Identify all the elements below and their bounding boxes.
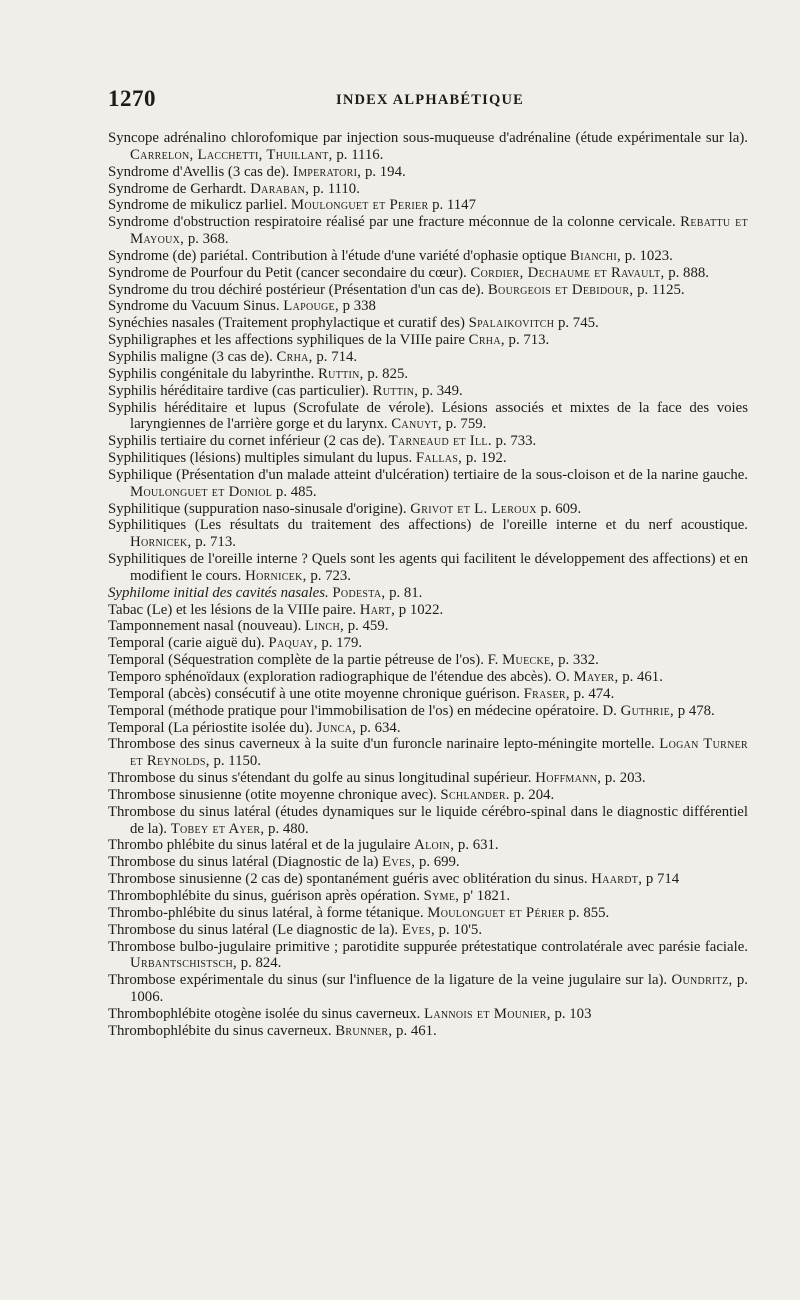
entry-authors: Grivot et L. Leroux (410, 500, 537, 517)
index-entry (108, 770, 748, 787)
entry-authors: Muecke, (502, 652, 555, 669)
entry-page-ref: p. 194. (364, 163, 406, 180)
entry-title: Temporal (méthode pratique pour l'immobilisation de l'os) en médecine opératoire. D. (108, 702, 617, 719)
entry-authors: Guthrie, (620, 702, 675, 719)
index-entry (108, 905, 748, 922)
index-entry (108, 517, 748, 551)
entry-authors: Daraban, (250, 180, 310, 197)
index-entry (108, 332, 748, 349)
page-number: 1270 (108, 86, 156, 111)
index-entry (108, 854, 748, 871)
entry-authors: Fraser, (523, 685, 570, 702)
entry-page-ref: p. 349. (421, 382, 463, 399)
entry-authors: Hornicek, (130, 534, 192, 551)
entry-authors: Hornicek, (245, 567, 307, 584)
index-entry (108, 972, 748, 1006)
entry-title: Thrombose du sinus latéral (Le diagnostic de la). (108, 921, 399, 938)
entry-title: Thrombose sinusienne (otite moyenne chronique avec). (108, 786, 437, 803)
entry-authors: Rebattu et Mayoux, (130, 214, 748, 248)
entry-title: Thrombophlébite du sinus, guérison après opération. (108, 887, 420, 904)
entry-title: Syphilitique (suppuration naso-sinusale d'origine). (108, 500, 407, 517)
index-entry (108, 585, 748, 602)
entry-title: Syndrome d'Avellis (3 cas de). (108, 163, 290, 180)
entry-page-ref: p. 888. (668, 264, 709, 281)
entry-authors: Cordier, Dechaume et Ravault, (470, 264, 665, 281)
entry-page-ref: p. 699. (418, 854, 460, 871)
index-entry (108, 265, 748, 282)
index-entry (108, 400, 748, 434)
index-entry (108, 888, 748, 905)
index-entry (108, 787, 748, 804)
entry-title: Thrombose expérimentale du sinus (sur l'influence de la ligature de la veine jugulaire sur la). (108, 972, 668, 989)
entry-authors: Bianchi, (570, 247, 622, 264)
entry-title: Syphilique (Présentation d'un malade atteint d'ulcération) tertiaire de la sous-cloison et de la narine gauche. (108, 466, 748, 483)
entry-authors: Spalaikovitch (468, 315, 555, 332)
entry-page-ref: p. 631. (457, 837, 499, 854)
entry-page-ref: p. 1023. (624, 247, 673, 264)
entry-title: Syndrome du Vacuum Sinus. (108, 298, 280, 315)
entry-authors: Schlander. (440, 786, 510, 803)
entry-page-ref: p. 714. (316, 348, 358, 365)
entry-authors: Canuyt, (391, 416, 442, 433)
entry-page-ref: p 1022. (398, 601, 444, 618)
entry-page-ref: p' 1821. (462, 887, 511, 904)
entry-title: Tabac (Le) et les lésions de la VIIIe paire. (108, 601, 357, 618)
entry-page-ref: p. 461. (396, 1022, 437, 1039)
entry-authors: Eves, (382, 854, 416, 871)
entry-title: Syndrome de Pourfour du Petit (cancer secondaire du cœur). (108, 264, 467, 281)
entry-title: Syndrome de Gerhardt. (108, 180, 247, 197)
entry-title: Synéchies nasales (Traitement prophylactique et curatif des) (108, 315, 465, 332)
index-entry (108, 686, 748, 703)
index-entry (108, 349, 748, 366)
index-entry (108, 450, 748, 467)
entry-authors: Paquay, (268, 635, 318, 652)
index-entry (108, 871, 748, 888)
entry-page-ref: p. 81. (389, 584, 423, 601)
entry-title: Thrombose des sinus caverneux à la suite d'un furoncle narinaire lepto-méningite mortelle. (108, 736, 655, 753)
entry-page-ref: p. 824. (240, 955, 282, 972)
entry-title: Syphilis héréditaire tardive (cas particulier). (108, 382, 369, 399)
entry-authors: Carrelon, Lacchetti, Thuillant, (130, 146, 333, 163)
entry-title: Syphilis congénitale du labyrinthe. (108, 365, 315, 382)
entry-authors: Brunner, (335, 1022, 393, 1039)
index-entry (108, 939, 748, 973)
entry-title: Syphilome initial des cavités nasales. (108, 584, 329, 601)
entry-title: Thrombophlébite du sinus caverneux. (108, 1022, 332, 1039)
index-entry (108, 248, 748, 265)
entry-authors: Imperatori, (292, 163, 362, 180)
index-entry (108, 837, 748, 854)
entry-title: Temporal (abcès) consécutif à une otite moyenne chronique guérison. (108, 685, 520, 702)
entry-authors: Haardt, (591, 871, 643, 888)
running-title: INDEX ALPHABÉTIQUE (336, 92, 524, 108)
entry-page-ref: p. 1110. (312, 180, 360, 197)
entry-authors: Crha, (468, 332, 505, 349)
entry-page-ref: p. 1006. (130, 972, 748, 1006)
entry-authors: Aloin, (414, 837, 455, 854)
entry-title: Syphiligraphes et les affections syphiliques de la VIIIe paire (108, 332, 465, 349)
entry-title: Syphilis héréditaire et lupus (Scrofulate de vérole). Lésions associés et mixtes de la face des voies laryngiennes de l'arrière gorge et du larynx. (108, 399, 748, 433)
entry-page-ref: p. 713. (195, 534, 236, 551)
index-entry (108, 130, 748, 164)
entry-page-ref: p. 609. (540, 500, 582, 517)
entry-page-ref: p 714 (645, 871, 680, 888)
index-entry (108, 804, 748, 838)
entry-authors: Ruttin, (318, 365, 364, 382)
entry-page-ref: p. 10'5. (438, 921, 483, 938)
entry-page-ref: p. 459. (347, 618, 389, 635)
entry-authors: Crha, (276, 348, 313, 365)
index-entry (108, 703, 748, 720)
entry-authors: Tobey et Ayer, (170, 820, 265, 837)
index-entry (108, 1023, 748, 1040)
index-entry (108, 669, 748, 686)
index-entry (108, 197, 748, 214)
entry-authors: Fallas, (415, 450, 463, 467)
entry-page-ref: p. 723. (310, 567, 352, 584)
entry-page-ref: p. 713. (508, 332, 550, 349)
entry-page-ref: p. 204. (513, 786, 555, 803)
page-header (108, 86, 718, 112)
index-entry (108, 501, 748, 518)
entry-page-ref: p. 634. (359, 719, 401, 736)
entry-authors: Bourgeois et Debidour, (487, 281, 634, 298)
entry-page-ref: p. 1125. (637, 281, 685, 298)
index-entry (108, 298, 748, 315)
entry-page-ref: p. 203. (604, 770, 646, 787)
entry-title: Thrombose du sinus latéral (études dynamiques sur le liquide cérébro-spinal dans le diagnostic différentiel de la). (108, 803, 748, 837)
entry-authors: Linch, (305, 618, 345, 635)
entry-authors: Moulonguet et Périer (427, 904, 565, 921)
entry-page-ref: p. 1116. (336, 146, 384, 163)
index-entry (108, 164, 748, 181)
entry-title: Temporal (carie aiguë du). (108, 635, 265, 652)
entry-title: Thrombophlébite otogène isolée du sinus caverneux. (108, 1005, 421, 1022)
index-entry (108, 467, 748, 501)
entry-title: Syndrome d'obstruction respiratoire réalisé par une fracture méconnue de la colonne cervicale. (108, 214, 676, 231)
entry-page-ref: p. 192. (465, 450, 507, 467)
entry-authors: Urbantschistsch, (130, 955, 237, 972)
index-entry (108, 315, 748, 332)
entry-title: Syphilitiques (lésions) multiples simulant du lupus. (108, 450, 413, 467)
entry-title: Syndrome du trou déchiré postérieur (Présentation d'un cas de). (108, 281, 485, 298)
entry-page-ref: p 478. (677, 702, 715, 719)
index-entry (108, 736, 748, 770)
index-entry (108, 618, 748, 635)
entry-page-ref: p. 474. (573, 685, 615, 702)
entry-page-ref: p. 103 (554, 1005, 592, 1022)
entry-authors: Oundritz, (671, 972, 733, 989)
index-entry (108, 652, 748, 669)
entry-authors: Hoffmann, (535, 770, 602, 787)
index-entry (108, 181, 748, 198)
index-entry (108, 383, 748, 400)
entry-authors: Moulonguet et Perier (290, 197, 429, 214)
entry-title: Tamponnement nasal (nouveau). (108, 618, 302, 635)
entry-title: Temporal (Séquestration complète de la partie pétreuse de l'os). F. (108, 652, 499, 669)
entry-page-ref: p. 332. (558, 652, 599, 669)
index-entry (108, 720, 748, 737)
entry-title: Temporo sphénoïdaux (exploration radiographique de l'étendue des abcès). O. (108, 669, 570, 685)
entry-title: Thrombose du sinus s'étendant du golfe au sinus longitudinal supérieur. (108, 770, 532, 787)
entry-authors: Syme, (423, 887, 460, 904)
entry-title: Syphilis maligne (3 cas de). (108, 348, 273, 365)
entry-page-ref: p. 1150. (213, 753, 261, 770)
entry-page-ref: p. 733. (495, 433, 537, 450)
index-entry (108, 282, 748, 299)
entry-page-ref: p. 759. (445, 416, 487, 433)
entry-authors: Lannois et Mounier, (424, 1005, 551, 1022)
entry-page-ref: p. 825. (367, 365, 409, 382)
entry-title: Syndrome (de) pariétal. Contribution à l'étude d'une variété d'ophasie optique (108, 247, 567, 264)
index-entry (108, 1006, 748, 1023)
entry-title: Syphilitiques de l'oreille interne ? Quels sont les agents qui facilitent le développement des affections) et en modifient le cours. (108, 551, 748, 584)
index-entry (108, 433, 748, 450)
entry-authors: Hart, (359, 601, 396, 618)
entry-page-ref: p. 855. (568, 904, 610, 921)
entry-authors: Lapouge, (283, 298, 339, 315)
entry-title: Thrombo-phlébite du sinus latéral, à forme tétanique. (108, 904, 424, 921)
entry-title: Temporal (La périostite isolée du). (108, 719, 313, 736)
entry-authors: Eves, (401, 921, 435, 938)
entry-title: Thrombose sinusienne (2 cas de) spontanément guéris avec oblitération du sinus. (108, 871, 588, 888)
entry-title: Syndrome de mikulicz parliel. (108, 197, 288, 214)
index-entry (108, 551, 748, 585)
entry-page-ref: p. 1147 (432, 197, 476, 214)
index-entry (108, 214, 748, 248)
entry-page-ref: p. 480. (268, 820, 309, 837)
entry-authors: Podesta, (332, 584, 386, 601)
index-entries (108, 130, 748, 1040)
entry-title: Thrombose bulbo-jugulaire primitive ; parotidite suppurée prétestatique controlatérale avec parésie faciale. (108, 938, 748, 955)
entry-page-ref: p. 179. (321, 635, 363, 652)
index-entry (108, 366, 748, 383)
entry-page-ref: p. 368. (187, 231, 229, 248)
entry-authors: Tarneaud et Ill. (388, 433, 492, 450)
entry-page-ref: p. 745. (558, 315, 599, 332)
entry-authors: Moulonguet et Doniol (130, 483, 273, 500)
entry-authors: Logan Turner et Reynolds, (130, 736, 748, 770)
index-entry (108, 922, 748, 939)
entry-title: Thrombose du sinus latéral (Diagnostic de la) (108, 854, 379, 871)
entry-authors: Mayer, (573, 669, 619, 685)
index-entry (108, 635, 748, 652)
entry-title: Syphilis tertiaire du cornet inférieur (2 cas de). (108, 433, 385, 450)
entry-page-ref: p 338 (342, 298, 376, 315)
entry-page-ref: p. 461. (622, 669, 663, 685)
entry-title: Thrombo phlébite du sinus latéral et de la jugulaire (108, 837, 411, 854)
entry-title: Syncope adrénalino chlorofomique par injection sous-muqueuse d'adrénaline (étude expérimentale sur la). (108, 130, 748, 146)
entry-authors: Junca, (316, 719, 357, 736)
index-entry (108, 602, 748, 619)
entry-authors: Ruttin, (372, 382, 419, 399)
entry-title: Syphilitiques (Les résultats du traitement des affections) de l'oreille interne et du nerf acoustique. (108, 517, 748, 534)
entry-page-ref: p. 485. (275, 483, 317, 500)
